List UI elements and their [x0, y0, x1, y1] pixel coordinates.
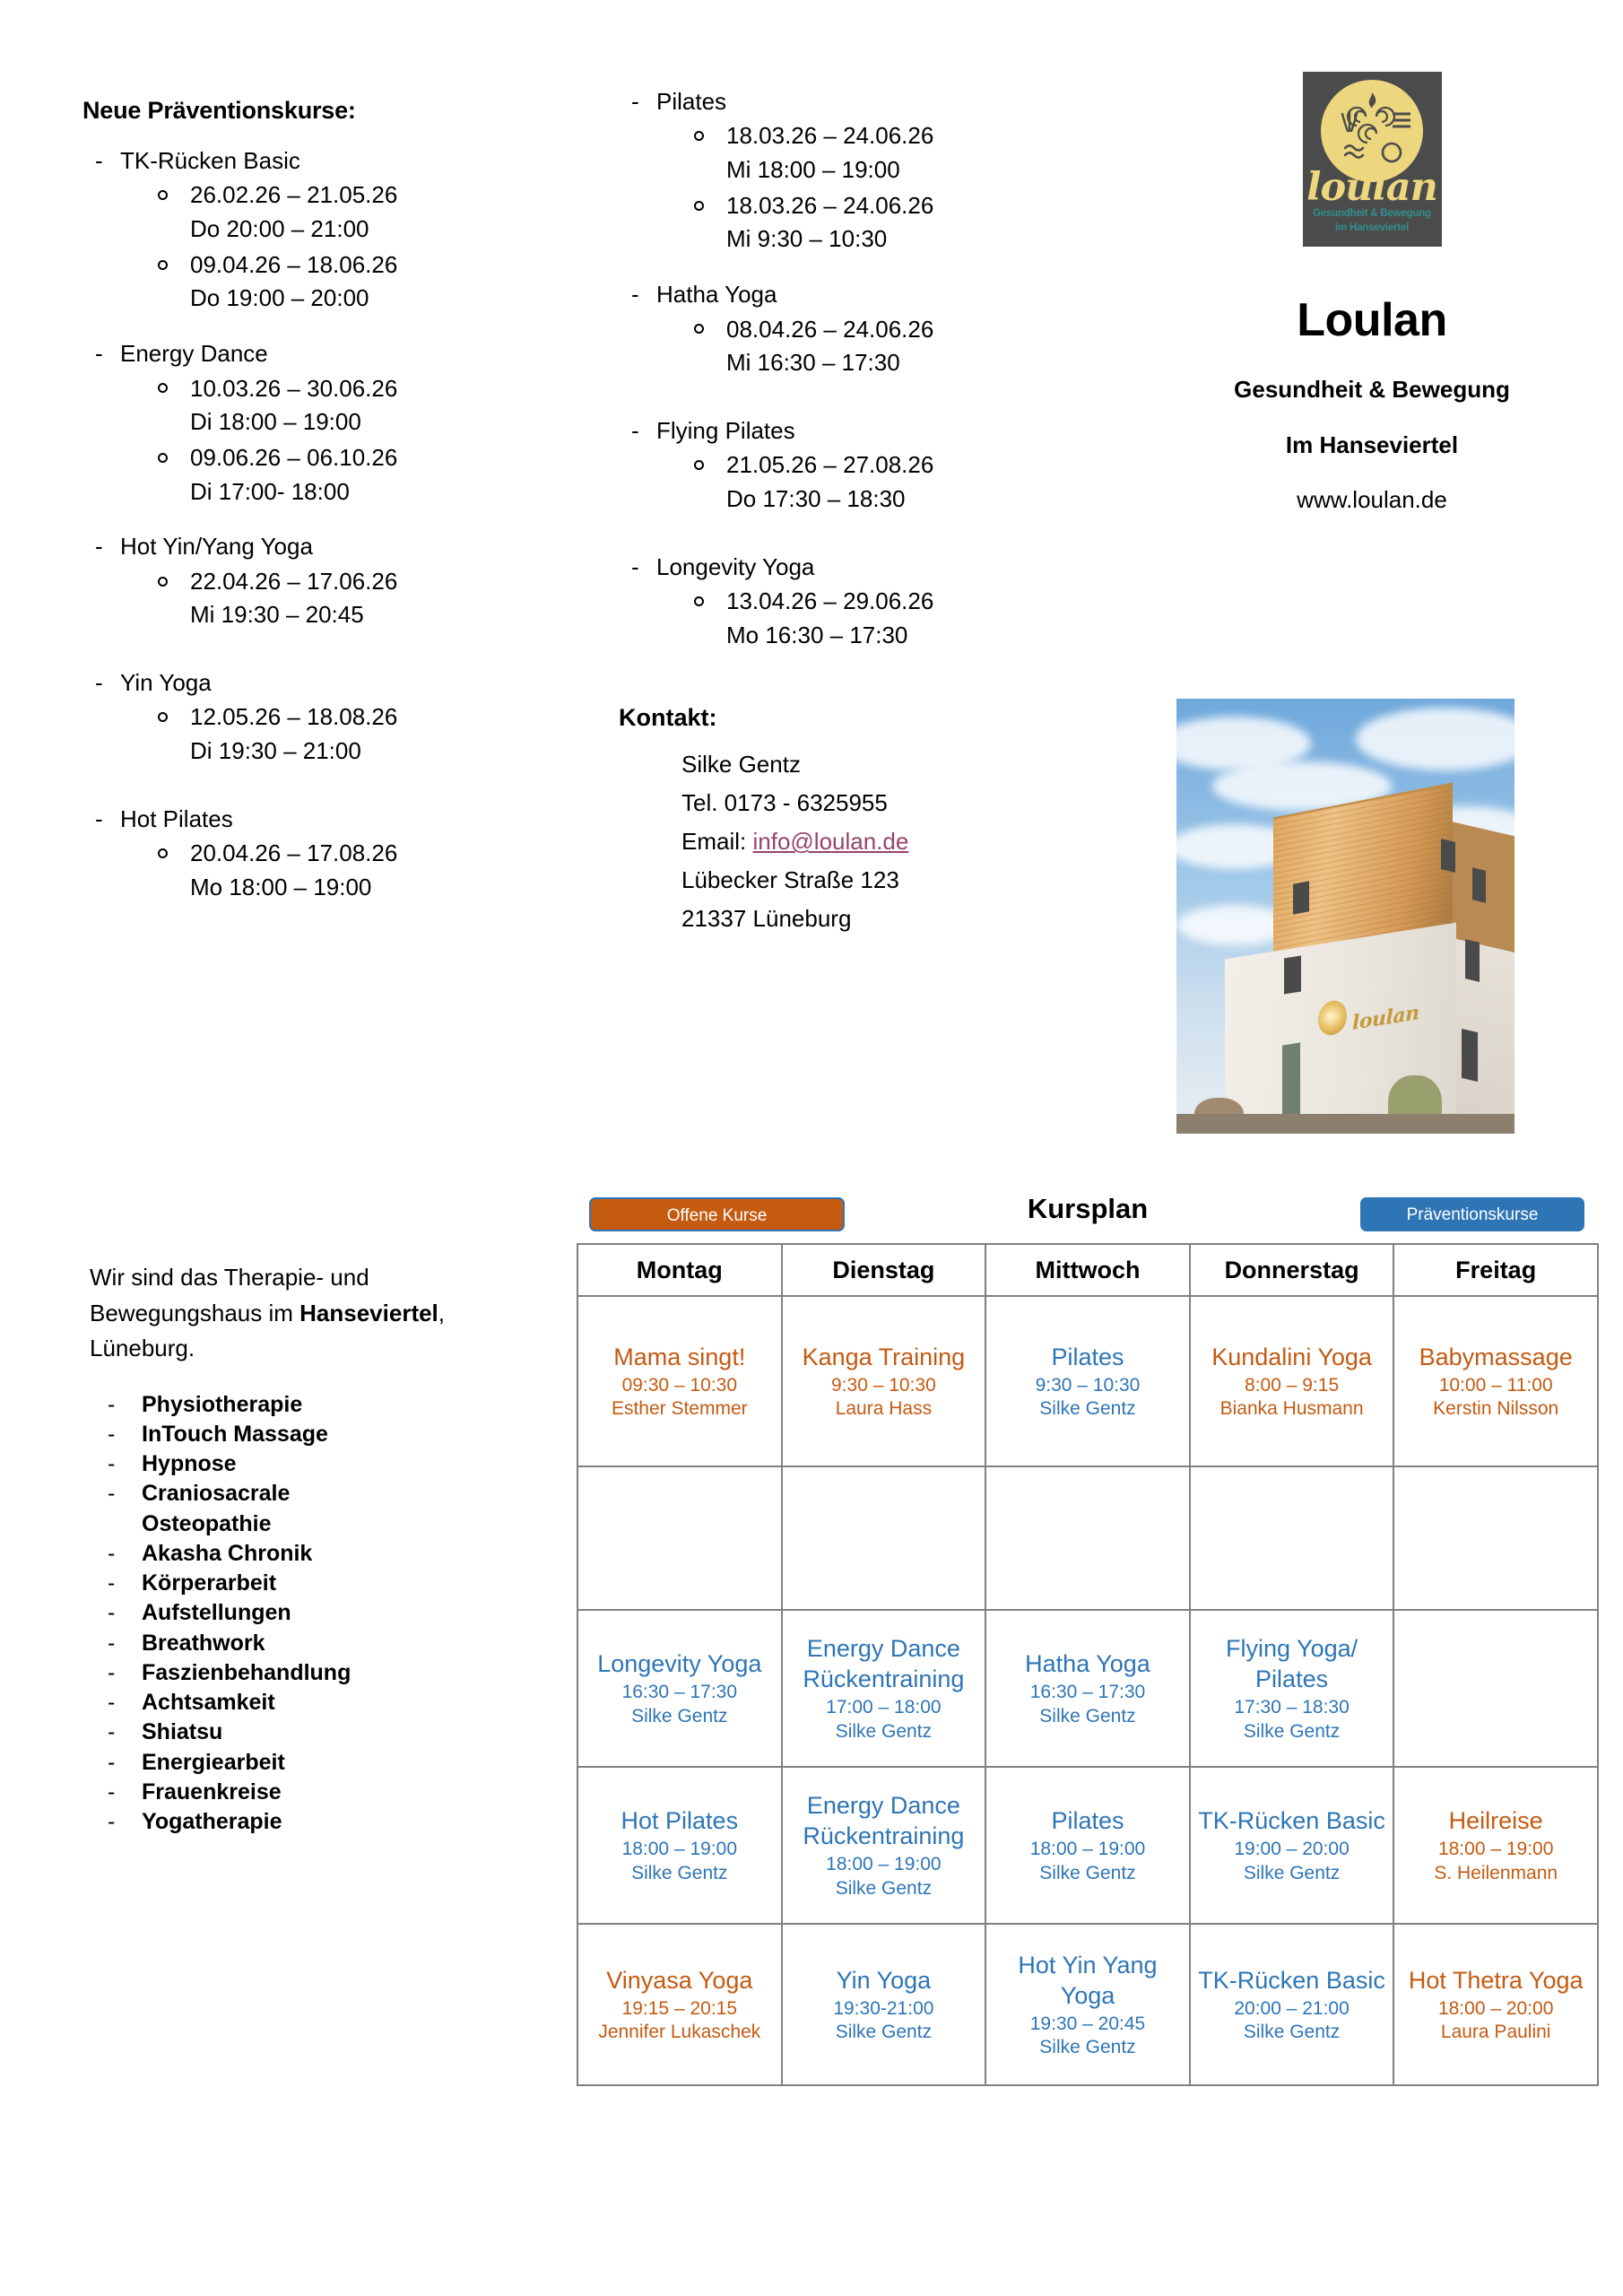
kursplan-empty-cell: [985, 1466, 1190, 1610]
course-entry-time: 19:15 – 20:15: [621, 1997, 738, 2019]
course-entry-time: 10:00 – 11:00: [1438, 1374, 1553, 1396]
service-label: Physiotherapie: [142, 1391, 303, 1417]
course-entry-time: 16:30 – 17:30: [621, 1682, 738, 1703]
logo-subtitle-1: Gesundheit & Bewegung: [1313, 208, 1431, 219]
kursplan-day-header: Dienstag: [782, 1244, 986, 1296]
kursplan-course-cell[interactable]: [985, 1610, 1190, 1767]
course-name-label: Flying Pilates: [656, 416, 795, 444]
kursplan-course-cell[interactable]: [1190, 1610, 1394, 1767]
kursplan-course-cell[interactable]: [577, 1924, 782, 2085]
course-group: [619, 85, 1121, 273]
bullet-circle-icon: [158, 383, 168, 393]
brand-tagline-1: Gesundheit & Bewegung: [1234, 376, 1510, 403]
course-time-slot: Di 18:00 – 19:00: [190, 408, 361, 436]
service-label: Frauenkreise: [142, 1779, 282, 1805]
about-intro-bold: Hanseviertel: [299, 1299, 438, 1326]
course-entry: [1398, 1342, 1593, 1422]
kursplan-course-cell[interactable]: [985, 1924, 1190, 2085]
contact-city: 21337 Lüneburg: [681, 905, 852, 933]
course-time-slot: Mo 18:00 – 19:00: [190, 873, 372, 900]
bullet-dash-icon: -: [108, 1630, 116, 1656]
bullet-dash-icon: -: [108, 1749, 116, 1775]
bullet-circle-icon: [694, 460, 704, 470]
service-list-item: [90, 1420, 511, 1448]
service-label: Craniosacrale: [142, 1481, 291, 1507]
course-date-range-label: 10.03.26 – 30.06.26: [190, 374, 398, 402]
service-list-item: [90, 1598, 511, 1627]
course-time-slot: Do 19:00 – 20:00: [190, 284, 369, 312]
bullet-circle-icon: [158, 453, 168, 463]
about-block: [90, 1260, 511, 1837]
course-entry-time: 9:30 – 10:30: [831, 1374, 936, 1396]
course-entry-name: Mama singt!: [613, 1343, 746, 1370]
kursplan-course-cell[interactable]: [577, 1610, 782, 1767]
course-entry: [1398, 1965, 1593, 2045]
course-time-slot: Di 17:00- 18:00: [190, 477, 350, 505]
service-label: Akasha Chronik: [142, 1540, 313, 1566]
course-entry: [990, 1342, 1185, 1422]
contact-street: Lübecker Straße 123: [681, 866, 899, 894]
kursplan-empty-cell: [1393, 1610, 1598, 1767]
course-entry-name: Heilreise: [1448, 1807, 1543, 1835]
course-entry-instructor: Jennifer Lukaschek: [598, 2022, 761, 2042]
kursplan-course-cell[interactable]: [985, 1296, 1190, 1466]
course-entry-time: 19:30-21:00: [833, 1997, 934, 2019]
course-entry-time: 20:00 – 21:00: [1234, 1997, 1350, 2019]
course-date-range: [619, 119, 1121, 153]
kursplan-day-header: Mittwoch: [985, 1244, 1190, 1296]
bullet-dash-icon: -: [108, 1481, 116, 1507]
course-entry: [1194, 1965, 1390, 2045]
course-name: [82, 144, 585, 177]
course-entry-time: 09:30 – 10:30: [621, 1374, 738, 1396]
course-entry-name: Kanga Training: [802, 1343, 966, 1370]
course-group: [619, 551, 1121, 682]
course-entry: [1194, 1805, 1390, 1885]
bullet-dash-icon: -: [108, 1391, 116, 1417]
bullet-dash-icon: -: [95, 669, 103, 697]
contact-name: Silke Gentz: [681, 751, 801, 778]
service-list-item: [90, 1569, 511, 1597]
contact-heading: Kontakt:: [619, 704, 717, 732]
course-entry: [582, 1648, 777, 1728]
kursplan-day-header: Freitag: [1393, 1244, 1598, 1296]
bullet-dash-icon: -: [95, 147, 103, 174]
course-time-slot: Mi 19:30 – 20:45: [190, 601, 364, 629]
course-entry-time: 19:30 – 20:45: [1029, 2013, 1146, 2034]
kursplan-course-cell[interactable]: [1190, 1767, 1394, 1924]
bullet-dash-icon: -: [108, 1719, 116, 1745]
course-date-range: [619, 313, 1121, 347]
course-entry: [1194, 1633, 1390, 1744]
course-time-slot: Do 17:30 – 18:30: [726, 484, 906, 512]
course-name: [619, 414, 1121, 447]
course-entry-name: Flying Yoga/ Pilates: [1226, 1635, 1358, 1693]
legend-praeventionskurse-button[interactable]: Präventionskurse: [1360, 1197, 1584, 1231]
service-list-item: [90, 1778, 511, 1806]
schedule-title: Kursplan: [1027, 1193, 1149, 1224]
course-date-range: [82, 837, 585, 871]
course-time-slot: Mi 16:30 – 17:30: [726, 349, 900, 377]
kursplan-day-header: Donnerstag: [1190, 1244, 1394, 1296]
bullet-circle-icon: [158, 848, 168, 858]
course-entry: [786, 1965, 982, 2045]
bullet-dash-icon: -: [108, 1421, 116, 1447]
logo-wordmark: loulan: [1306, 165, 1437, 210]
kursplan-course-cell[interactable]: [1393, 1296, 1598, 1466]
bullet-dash-icon: -: [95, 804, 103, 832]
service-list-item: [90, 1449, 511, 1478]
course-entry-name: Vinyasa Yoga: [606, 1966, 753, 1994]
page-title: Neue Präventionskurse:: [82, 97, 356, 124]
course-name: [82, 666, 585, 699]
course-name: [82, 337, 585, 370]
course-entry-name: Babymassage: [1419, 1343, 1573, 1370]
course-date-range-label: 12.05.26 – 18.08.26: [190, 703, 398, 731]
course-entry-name: Kundalini Yoga: [1211, 1343, 1372, 1370]
course-entry-instructor: Silke Gentz: [1039, 2037, 1136, 2058]
course-date-range: [82, 248, 585, 283]
course-entry-time: 9:30 – 10:30: [1035, 1374, 1141, 1396]
course-date-range-label: 13.04.26 – 29.06.26: [726, 587, 934, 615]
contact-details: [619, 748, 1121, 935]
email-link[interactable]: info@loulan.de: [752, 828, 909, 856]
bullet-dash-icon: -: [95, 340, 103, 368]
course-group: [82, 530, 585, 661]
course-entry-name: Hot Thetra Yoga: [1408, 1966, 1584, 1994]
loulan-wall-sign-text: loulan: [1352, 1001, 1419, 1035]
loulan-logo: [1303, 72, 1442, 247]
course-entry: [1194, 1342, 1390, 1422]
kursplan-course-cell[interactable]: [1190, 1296, 1394, 1466]
kursplan-header-row: [577, 1244, 1598, 1296]
bullet-dash-icon: -: [631, 552, 639, 580]
course-date-range: [82, 565, 585, 599]
course-entry-instructor: Silke Gentz: [835, 2022, 933, 2042]
course-entry-instructor: Silke Gentz: [835, 1720, 933, 1742]
bullet-circle-icon: [694, 596, 704, 606]
course-date-range-label: 09.04.26 – 18.06.26: [190, 250, 398, 278]
bullet-circle-icon: [694, 131, 704, 141]
course-entry-name: Energy Dance Rückentraining: [803, 1792, 965, 1850]
course-entry-time: 8:00 – 9:15: [1245, 1374, 1340, 1396]
kursplan-course-cell[interactable]: [985, 1767, 1190, 1924]
bullet-circle-icon: [694, 324, 704, 334]
bullet-dash-icon: -: [95, 533, 103, 561]
course-entry-time: 17:00 – 18:00: [826, 1697, 942, 1718]
course-entry: [990, 1648, 1185, 1728]
bullet-circle-icon: [694, 201, 704, 211]
course-name-label: Hot Yin/Yang Yoga: [120, 533, 313, 561]
course-entry-time: 18:00 – 19:00: [621, 1839, 738, 1860]
kursplan-empty-cell: [1190, 1466, 1394, 1610]
kursplan-row: [577, 1296, 1598, 1466]
course-group: [82, 666, 585, 797]
service-list-item: [90, 1658, 511, 1687]
course-entry-name: Longevity Yoga: [597, 1650, 762, 1678]
course-entry-name: TK-Rücken Basic: [1198, 1966, 1385, 1994]
course-date-range: [619, 448, 1121, 483]
kursplan-empty-cell: [782, 1466, 986, 1610]
contact-phone: Tel. 0173 - 6325955: [681, 789, 888, 817]
course-name: [82, 530, 585, 562]
course-entry-name: TK-Rücken Basic: [1198, 1807, 1385, 1835]
course-entry-instructor: Bianka Husmann: [1219, 1398, 1364, 1419]
service-label: InTouch Massage: [142, 1421, 328, 1447]
service-list-item: [90, 1688, 511, 1717]
contact-email-line: [681, 825, 1121, 858]
service-label: Achtsamkeit: [142, 1690, 275, 1716]
about-intro-part2: , Lüneburg.: [90, 1299, 446, 1362]
course-entry-name: Pilates: [1051, 1343, 1124, 1370]
course-group: [619, 278, 1121, 409]
course-entry: [786, 1790, 982, 1900]
course-entry-instructor: Silke Gentz: [1243, 2022, 1341, 2042]
service-label: Körperarbeit: [142, 1570, 277, 1596]
course-entry: [582, 1342, 777, 1422]
course-entry-name: Yin Yoga: [836, 1966, 932, 1994]
course-entry: [582, 1965, 777, 2045]
kursplan-course-cell[interactable]: [782, 1296, 986, 1466]
course-date-range: [619, 189, 1121, 223]
service-label-continuation: Osteopathie: [142, 1510, 272, 1536]
course-entry: [990, 1805, 1185, 1885]
bullet-circle-icon: [158, 577, 168, 587]
course-name: [619, 278, 1121, 310]
course-entry-name: Hot Yin Yang Yoga: [1018, 1951, 1158, 2009]
course-entry: [990, 1950, 1185, 2060]
course-time-slot: Do 20:00 – 21:00: [190, 215, 369, 243]
kursplan-row: [577, 1610, 1598, 1767]
course-entry: [1398, 1805, 1593, 1885]
brand-tagline-2: Im Hanseviertel: [1285, 431, 1459, 458]
course-date-range-label: 20.04.26 – 17.08.26: [190, 839, 398, 867]
logo-subtitle-2: im Hanseviertel: [1334, 222, 1409, 233]
course-entry-time: 18:00 – 19:00: [826, 1854, 942, 1875]
kursplan-course-cell[interactable]: [1190, 1924, 1394, 2085]
schedule-section: [577, 1193, 1599, 2086]
course-time-slot: Mo 16:30 – 17:30: [726, 621, 908, 648]
course-entry-instructor: Silke Gentz: [631, 1862, 728, 1883]
service-label: Yogatherapie: [142, 1809, 282, 1835]
course-entry: [786, 1342, 982, 1422]
about-intro: [90, 1260, 511, 1367]
kursplan-empty-cell: [1393, 1466, 1598, 1610]
course-name-label: Hot Pilates: [120, 804, 233, 832]
service-list-item: [90, 1539, 511, 1568]
email-label: Email:: [681, 828, 747, 856]
prevention-courses-column-2: [619, 85, 1121, 941]
course-entry-instructor: Esther Stemmer: [611, 1398, 748, 1419]
course-entry-instructor: Silke Gentz: [835, 1877, 933, 1899]
services-list: [90, 1390, 511, 1837]
course-date-range: [619, 585, 1121, 619]
prevention-courses-column-1: [82, 97, 585, 939]
course-entry-instructor: Laura Paulini: [1440, 2022, 1551, 2042]
legend-offene-kurse-button[interactable]: Offene Kurse: [589, 1197, 845, 1231]
bullet-dash-icon: -: [631, 88, 639, 115]
bullet-dash-icon: -: [108, 1570, 116, 1596]
bullet-dash-icon: -: [108, 1540, 116, 1566]
kursplan-course-cell[interactable]: [577, 1296, 782, 1466]
kursplan-course-cell[interactable]: [577, 1767, 782, 1924]
course-date-range-label: 21.05.26 – 27.08.26: [726, 451, 934, 479]
course-entry-time: 18:00 – 19:00: [1437, 1839, 1554, 1860]
service-list-item: [90, 1479, 511, 1508]
course-date-range: [82, 372, 585, 406]
course-date-range: [82, 178, 585, 213]
course-name-label: TK-Rücken Basic: [120, 147, 300, 174]
service-label: Faszienbehandlung: [142, 1659, 352, 1685]
bullet-dash-icon: -: [108, 1690, 116, 1716]
course-entry-time: 18:00 – 19:00: [1029, 1839, 1146, 1860]
service-list-item: [90, 1807, 511, 1836]
course-name-label: Hatha Yoga: [656, 281, 777, 309]
course-entry: [582, 1805, 777, 1885]
kursplan-row: [577, 1466, 1598, 1610]
service-label: Energiearbeit: [142, 1749, 285, 1775]
kursplan-course-cell[interactable]: [1393, 1924, 1598, 2085]
course-entry-instructor: Silke Gentz: [1039, 1705, 1136, 1726]
kursplan-day-header: Montag: [577, 1244, 782, 1296]
bullet-dash-icon: -: [631, 281, 639, 309]
course-date-range-label: 18.03.26 – 24.06.26: [726, 191, 934, 219]
course-time-slot: Mi 9:30 – 10:30: [726, 225, 888, 253]
service-label: Breathwork: [142, 1630, 265, 1656]
course-name-label: Pilates: [656, 88, 727, 115]
course-entry-instructor: Silke Gentz: [1243, 1720, 1341, 1742]
course-group: [82, 803, 585, 934]
kursplan-row: [577, 1924, 1598, 2085]
kursplan-table: [577, 1243, 1599, 2086]
course-group: [82, 144, 585, 332]
bullet-dash-icon: -: [108, 1779, 116, 1805]
brand-column: [1193, 72, 1551, 514]
course-entry-name: Pilates: [1051, 1807, 1124, 1835]
brand-website: www.loulan.de: [1297, 486, 1447, 513]
bullet-circle-icon: [158, 260, 168, 270]
kursplan-course-cell[interactable]: [782, 1924, 986, 2085]
kursplan-course-cell[interactable]: [1393, 1767, 1598, 1924]
course-name-label: Yin Yoga: [120, 669, 212, 697]
kursplan-empty-cell: [577, 1466, 782, 1610]
course-entry-time: 16:30 – 17:30: [1029, 1682, 1146, 1703]
service-list-item: [90, 1390, 511, 1419]
service-label: Hypnose: [142, 1451, 237, 1477]
bullet-dash-icon: -: [108, 1600, 116, 1626]
service-list-item: [90, 1718, 511, 1746]
course-entry-time: 18:00 – 20:00: [1437, 1997, 1554, 2019]
kursplan-course-cell[interactable]: [782, 1767, 986, 1924]
bullet-circle-icon: [158, 190, 168, 200]
service-label: Shiatsu: [142, 1719, 223, 1745]
course-name-label: Energy Dance: [120, 340, 268, 368]
course-date-range-label: 09.06.26 – 06.10.26: [190, 443, 398, 471]
course-entry-instructor: Silke Gentz: [631, 1705, 728, 1726]
brand-name: Loulan: [1297, 294, 1447, 346]
course-entry-name: Hatha Yoga: [1025, 1650, 1150, 1678]
bullet-dash-icon: -: [108, 1809, 116, 1835]
course-entry-name: Hot Pilates: [621, 1807, 739, 1835]
about-intro-part1: Wir sind das Therapie- und Bewegungshaus im: [90, 1264, 369, 1326]
course-entry-instructor: Silke Gentz: [1243, 1862, 1341, 1883]
course-date-range-label: 26.02.26 – 21.05.26: [190, 181, 398, 209]
course-entry-name: Energy Dance Rückentraining: [803, 1635, 965, 1693]
course-name: [619, 551, 1121, 583]
service-label: Aufstellungen: [142, 1600, 291, 1626]
bullet-dash-icon: -: [108, 1451, 116, 1477]
course-date-range-label: 08.04.26 – 24.06.26: [726, 315, 934, 343]
bullet-dash-icon: -: [631, 416, 639, 444]
bullet-circle-icon: [158, 712, 168, 722]
course-date-range-label: 18.03.26 – 24.06.26: [726, 122, 934, 150]
course-entry-instructor: Silke Gentz: [1039, 1398, 1136, 1419]
course-name-label: Longevity Yoga: [656, 552, 815, 580]
course-entry-instructor: S. Heilenmann: [1434, 1862, 1558, 1883]
kursplan-course-cell[interactable]: [782, 1610, 986, 1767]
service-list-item: [90, 1748, 511, 1777]
course-date-range: [82, 700, 585, 735]
schedule-legend-row: [577, 1193, 1599, 1243]
course-entry-instructor: Laura Hass: [835, 1398, 933, 1419]
building-photo: [1176, 699, 1515, 1134]
course-time-slot: Di 19:30 – 21:00: [190, 737, 361, 765]
course-date-range-label: 22.04.26 – 17.06.26: [190, 567, 398, 595]
course-group: [619, 414, 1121, 545]
course-entry-time: 19:00 – 20:00: [1234, 1839, 1350, 1860]
course-date-range: [82, 441, 585, 475]
course-entry-instructor: Silke Gentz: [1039, 1862, 1136, 1883]
course-entry: [786, 1633, 982, 1744]
course-group: [82, 337, 585, 525]
course-entry-time: 17:30 – 18:30: [1234, 1697, 1350, 1718]
course-time-slot: Mi 18:00 – 19:00: [726, 156, 900, 184]
kursplan-row: [577, 1767, 1598, 1924]
course-name: [82, 803, 585, 835]
service-list-item: [90, 1629, 511, 1657]
course-entry-instructor: Kerstin Nilsson: [1433, 1398, 1559, 1419]
bullet-dash-icon: -: [108, 1659, 116, 1685]
course-name: [619, 85, 1121, 117]
